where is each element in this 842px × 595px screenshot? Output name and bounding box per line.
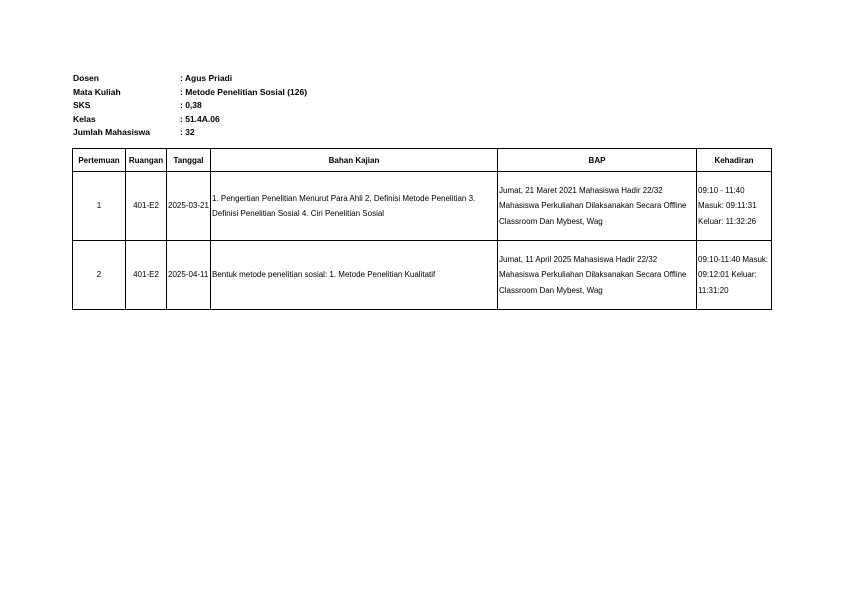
dosen-value: : Agus Priadi [180,73,233,83]
table-header-row [73,149,772,172]
cell-bahan-kajian: Bentuk metode penelitian sosial: 1. Metode Penelitian Kualitatif [211,241,498,310]
kelas-value: : 51.4A.06 [180,113,220,124]
sks-row [73,99,307,113]
matkul-label: Mata Kuliah [73,86,121,97]
cell-bahan-kajian: 1. Pengertian Penelitian Menurut Para Ahli 2. Definisi Metode Penelitian 3. Definisi Penelitian Sosial 4. Ciri Penelitian Sosial [211,172,498,241]
cell-kehadiran: 09:10-11:40 Masuk: 09:12:01 Keluar: 11:31:20 [697,241,772,310]
cell-bap: Jumat, 21 Maret 2021 Mahasiswa Hadir 22/32 Mahasiswa Perkuliahan Dilaksanakan Secara Offline Classroom Dan Mybest, Wag [498,172,697,241]
header-pertemuan: Pertemuan [73,149,126,172]
cell-pertemuan: 1 [73,172,126,241]
cell-ruangan: 401-E2 [126,172,167,241]
cell-pertemuan: 2 [73,241,126,310]
cell-ruangan: 401-E2 [126,241,167,310]
cell-tanggal: 2025-03-21 [167,172,211,241]
kelas-row [73,113,307,127]
sks-value: : 0,38 [180,100,202,111]
header-tanggal: Tanggal [167,149,211,172]
table-row [73,241,772,310]
cell-tanggal: 2025-04-11 [167,241,211,310]
cell-kehadiran: 09:10 - 11:40 Masuk: 09:11:31 Keluar: 11:32:26 [697,172,772,241]
header-bahan-kajian: Bahan Kajian [211,149,498,172]
attendance-table [72,148,772,310]
table-row [73,172,772,241]
header-info [73,72,307,140]
matkul-value: : Metode Penelitian Sosial (126) [180,86,308,97]
dosen-label: Dosen [73,73,99,83]
dosen-row [73,72,307,86]
header-ruangan: Ruangan [126,149,167,172]
cell-bap: Jumat, 11 April 2025 Mahasiswa Hadir 22/32 Mahasiswa Perkuliahan Dilaksanakan Secara Offline Classroom Dan Mybest, Wag [498,241,697,310]
header-kehadiran: Kehadiran [697,149,772,172]
jumlah-row [73,126,307,140]
header-bap: BAP [498,149,697,172]
kelas-label: Kelas [73,113,96,124]
jumlah-value: : 32 [180,127,195,138]
jumlah-label: Jumlah Mahasiswa [73,127,151,138]
sks-label: SKS [73,100,91,111]
matkul-row [73,86,307,100]
